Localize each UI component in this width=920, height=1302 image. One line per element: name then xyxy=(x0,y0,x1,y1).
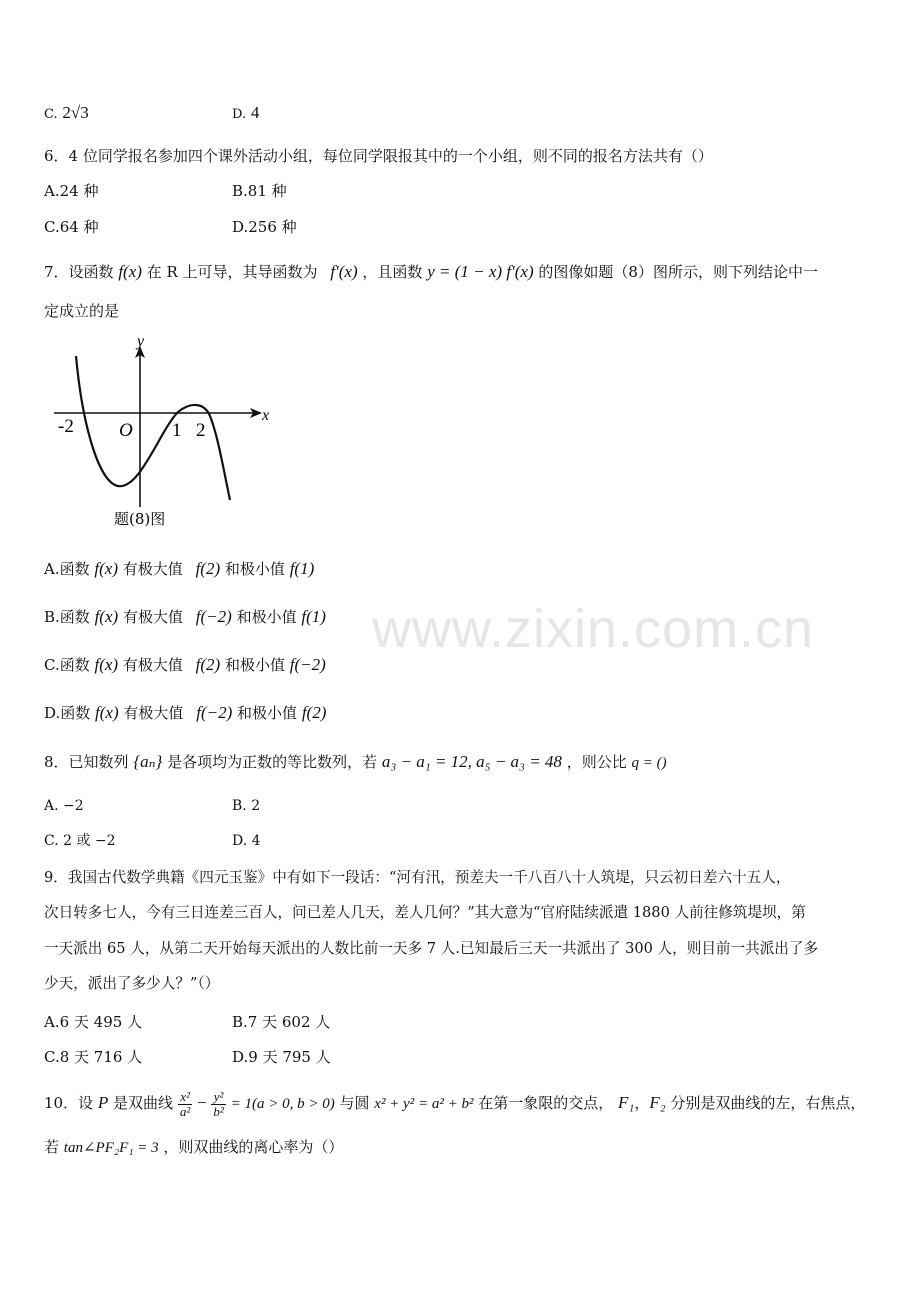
q5-option-c xyxy=(44,102,89,126)
q10-focus-f2: F₂ xyxy=(649,1093,666,1112)
q7-option-d-label: D.函数 xyxy=(44,704,91,722)
q10-circle-equation: x² + y² = a² + b² xyxy=(374,1096,474,1112)
q8-sequence: {aₙ} xyxy=(133,752,163,771)
q7-option-c-max: f(2) xyxy=(195,655,221,674)
q7-fx: f(x) xyxy=(118,262,142,281)
q7-option-c xyxy=(44,654,326,676)
q7-option-c-label: C.函数 xyxy=(44,656,90,674)
q7-option-c-min: f(−2) xyxy=(289,655,326,674)
x-axis-label: x xyxy=(262,407,270,424)
q9-option-c: C.8 天 716 人 xyxy=(44,1048,143,1066)
q5-option-c-value: 2√3 xyxy=(62,103,89,122)
q8-option-d: D. 4 xyxy=(232,833,261,849)
q6-option-c: C.64 种 xyxy=(44,218,99,236)
q10-stem-line2 xyxy=(44,1136,880,1159)
figure-caption: 题(8)图 xyxy=(114,510,166,528)
q10-stem-b: 是双曲线 xyxy=(113,1094,174,1112)
q10-line2-a: 若 xyxy=(44,1138,60,1156)
q10-stem-a: 10．设 xyxy=(44,1094,94,1112)
tick-label-neg2: -2 xyxy=(58,416,74,437)
q7-stem-c: ，且函数 xyxy=(362,263,423,281)
q5-option-d xyxy=(232,102,259,126)
tick-label-2: 2 xyxy=(196,420,206,441)
q9-stem-line-2: 次日转多七人，今有三日连差三百人，问已差人几天，差人几何？”其大意为“官府陆续派遣 1880 人前往修筑堤坝，第 xyxy=(44,904,806,921)
q7-stem-line2: 定成立的是 xyxy=(44,302,120,320)
q10-stem xyxy=(44,1088,880,1119)
q10-tan-expression: tan∠PF₂F₁ = 3 xyxy=(63,1140,159,1156)
q10-line2-b: ，则双曲线的离心率为（） xyxy=(163,1138,344,1156)
q7-option-b-mid: 有极大值 xyxy=(122,608,183,626)
q8-stem xyxy=(44,751,880,774)
watermark: www.zixin.com.cn xyxy=(372,599,815,659)
q7-option-b-mid2: 和极小值 xyxy=(236,608,297,626)
q10-fraction-y-numerator: y² xyxy=(211,1090,225,1105)
q10-stem-c: 与圆 xyxy=(339,1094,370,1112)
q7-option-d-fx: f(x) xyxy=(95,703,119,722)
q7-option-c-fx: f(x) xyxy=(94,655,119,674)
q7-option-c-mid: 有极大值 xyxy=(122,656,183,674)
q10-fraction-y-denominator: b² xyxy=(213,1103,224,1119)
q9-stem-line-4: 少天，派出了多少人？”（） xyxy=(44,975,220,992)
q8-option-a: A. −2 xyxy=(44,798,84,814)
q7-stem xyxy=(44,261,880,283)
q10-comma: ， xyxy=(634,1094,650,1112)
q10-stem-e: 分别是双曲线的左，右焦点， xyxy=(670,1094,866,1112)
q9-option-d: D.9 天 795 人 xyxy=(232,1048,331,1066)
q5-option-d-value: 4 xyxy=(250,103,260,122)
tick-label-1: 1 xyxy=(172,420,182,441)
q10-focus-f1: F₁ xyxy=(618,1093,635,1112)
q7-option-d-max: f(−2) xyxy=(196,703,233,722)
q7-option-d-min: f(2) xyxy=(301,703,327,722)
y-axis-label: y xyxy=(137,333,145,350)
q7-fprime: f′(x) xyxy=(330,262,358,281)
q7-stem-d: 的图像如题（8）图所示，则下列结论中一 xyxy=(538,263,818,281)
q7-option-a-mid: 有极大值 xyxy=(122,560,183,578)
q5-option-d-label: D. xyxy=(232,107,247,122)
q10-fraction-x xyxy=(178,1090,192,1119)
q7-graph-figure xyxy=(48,332,288,532)
q6-option-b: B.81 种 xyxy=(232,182,287,200)
q10-point-p: P xyxy=(97,1093,109,1112)
q10-equation-rhs: = 1(a > 0, b > 0) xyxy=(230,1096,335,1112)
q8-q-expr: q = () xyxy=(631,755,667,771)
q10-stem-d: 在第一象限的交点， xyxy=(478,1094,614,1112)
q8-condition: a₃ − a₁ = 12, a₅ − a₃ = 48 xyxy=(381,752,562,771)
q7-option-a-label: A.函数 xyxy=(44,560,90,578)
q9-option-a: A.6 天 495 人 xyxy=(44,1013,143,1031)
q7-option-b-max: f(−2) xyxy=(195,607,232,626)
q10-minus: − xyxy=(197,1093,207,1112)
q7-option-b-min: f(1) xyxy=(301,607,326,626)
q7-option-b-label: B.函数 xyxy=(44,608,90,626)
q8-stem-c: ，则公比 xyxy=(566,753,627,771)
q6-stem: 6．4 位同学报名参加四个课外活动小组，每位同学限报其中的一个小组，则不同的报名方法共有（） xyxy=(44,147,713,165)
q7-option-b xyxy=(44,606,326,628)
q7-option-d-mid2: 和极小值 xyxy=(237,704,298,722)
q6-option-d: D.256 种 xyxy=(232,218,297,236)
q7-option-c-mid2: 和极小值 xyxy=(225,656,286,674)
function-curve xyxy=(76,356,230,500)
q8-option-c: C. 2 或 −2 xyxy=(44,833,116,849)
q7-option-a-mid2: 和极小值 xyxy=(224,560,285,578)
q7-option-b-fx: f(x) xyxy=(94,607,119,626)
q7-option-a-min: f(1) xyxy=(289,559,315,578)
q9-stem-line-1: 9．我国古代数学典籍《四元玉鉴》中有如下一段话：“河有汛，预差夫一千八百八十人筑堤，只云初日差六十五人， xyxy=(44,869,791,886)
q9-option-b: B.7 天 602 人 xyxy=(232,1013,331,1031)
q9-stem-line-3: 一天派出 65 人，从第二天开始每天派出的人数比前一天多 7 人.已知最后三天一共派出了 300 人，则目前一共派出了多 xyxy=(44,940,819,957)
q7-option-a-max: f(2) xyxy=(195,559,221,578)
q7-option-d xyxy=(44,702,326,724)
q10-fraction-x-numerator: x² xyxy=(178,1090,192,1105)
q7-option-a-fx: f(x) xyxy=(94,559,118,578)
origin-label: O xyxy=(119,420,133,441)
q10-fraction-y xyxy=(211,1090,225,1119)
q7-option-d-mid: 有极大值 xyxy=(123,704,184,722)
q8-option-b: B. 2 xyxy=(232,798,261,814)
q5-option-c-label: C. xyxy=(44,107,58,122)
q8-stem-b: 是各项均为正数的等比数列，若 xyxy=(167,753,378,771)
q7-stem-a: 7．设函数 xyxy=(44,263,114,281)
q10-fraction-x-denominator: a² xyxy=(179,1103,191,1119)
q7-option-a xyxy=(44,558,314,580)
q7-stem-b: 在 R 上可导，其导函数为 xyxy=(146,263,318,281)
q8-stem-a: 8．已知数列 xyxy=(44,753,129,771)
q6-option-a: A.24 种 xyxy=(44,182,99,200)
q7-y-expr: y = (1 − x) f′(x) xyxy=(427,262,534,281)
